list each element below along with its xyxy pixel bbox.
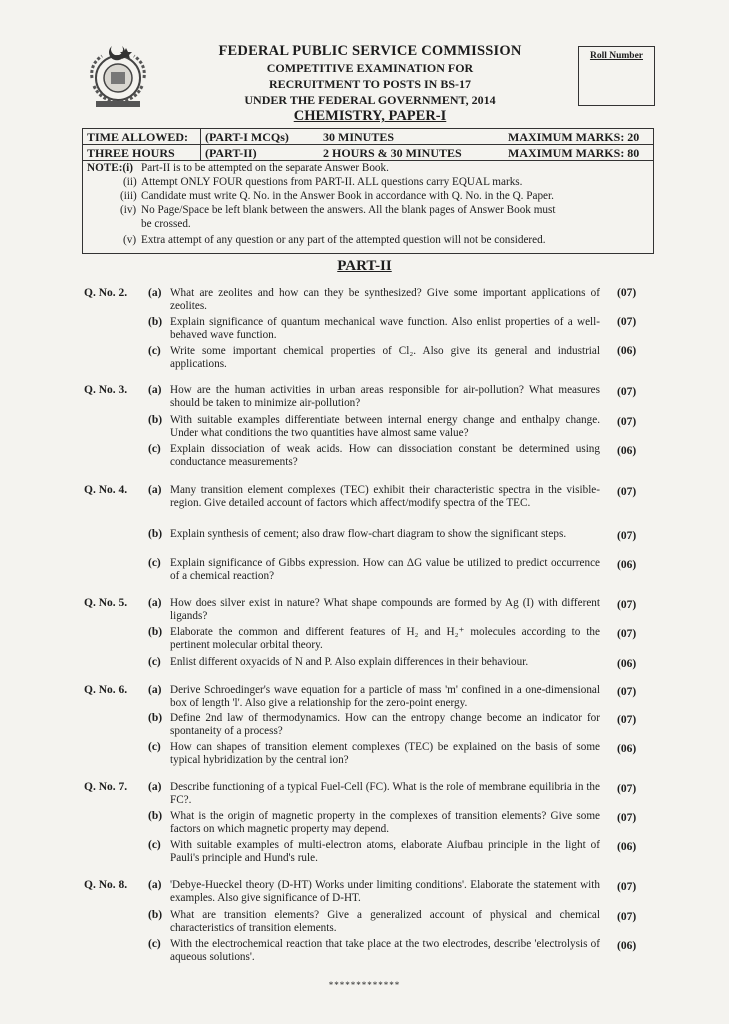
part-title: PART-II [337, 258, 392, 274]
sub-question-label: (a) [148, 879, 162, 891]
sub-question-label: (c) [148, 938, 161, 950]
question-text: With suitable examples of multi-electron atoms, elaborate Aiufbau principle in the light of Pauli's principle and Hund's rule. [170, 839, 600, 864]
question-text: Explain significance of quantum mechanical wave function. Also enlist properties of a well-behaved wave function. [170, 316, 600, 341]
question-text: Elaborate the common and different features of H₂ and H₂⁺ molecules according to the pertinent molecular orbital theory. [170, 626, 600, 651]
marks: (07) [617, 530, 637, 542]
question-text: 'Debye-Hueckel theory (D-HT) Works under limiting conditions'. Elaborate the statement with examples. Also give significance of D-HT. [170, 879, 600, 904]
marks: (06) [617, 743, 637, 755]
question-number: Q. No. 8. [84, 879, 128, 891]
question-text: What are zeolites and how can they be synthesized? Give some important applications of zeolites. [170, 287, 600, 312]
sub-question-label: (b) [148, 909, 163, 921]
sub-question-label: (b) [148, 626, 163, 638]
marks: (06) [617, 559, 637, 571]
marks: (07) [617, 686, 637, 698]
sub-question-label: (a) [148, 384, 162, 396]
question-text: How are the human activities in urban areas responsible for air-pollution? What measures should be taken to minimize air-pollution? [170, 384, 600, 409]
note-label: NOTE:(i) [87, 162, 133, 174]
question-text: Enlist different oxyacids of N and P. Also explain differences in their behaviour. [170, 656, 529, 668]
time-allowed-label: TIME ALLOWED: [87, 130, 189, 144]
note-text: No Page/Space be left blank between the answers. All the blank pages of Answer Book must [141, 204, 556, 216]
sub-question-label: (c) [148, 443, 161, 455]
roll-number-label: Roll Number [589, 51, 644, 61]
sub-question-label: (a) [148, 781, 162, 793]
marks: (07) [617, 911, 637, 923]
marks: (07) [617, 599, 637, 611]
subtitle-line-3: RECRUITMENT TO POSTS IN BS-17 [268, 77, 472, 92]
part-label: (PART-II) [205, 146, 257, 160]
note-text: Attempt ONLY FOUR questions from PART-II. ALL questions carry EQUAL marks. [141, 176, 523, 188]
marks: (07) [617, 628, 637, 640]
note-text: Part-II is to be attempted on the separate Answer Book. [141, 162, 389, 174]
sub-question-label: (c) [148, 345, 161, 357]
marks: (07) [617, 287, 637, 299]
sub-question-label: (b) [148, 414, 163, 426]
question-text: Describe functioning of a typical Fuel-Cell (FC). What is the role of membrane equilibria in the FC?. [170, 781, 600, 806]
note-number: (iii) [120, 190, 137, 202]
question-text: Write some important chemical properties of Cl₂. Also give its general and industrial applications. [170, 345, 600, 370]
question-number: Q. No. 5. [84, 597, 128, 609]
max-marks: MAXIMUM MARKS: 20 [508, 130, 640, 144]
sub-question-label: (c) [148, 557, 161, 569]
question-text: Many transition element complexes (TEC) exhibit their characteristic spectra in the visible-region. Give detailed account of factors which affect/modify spectra of the TEC. [170, 484, 600, 509]
sub-question-label: (c) [148, 839, 161, 851]
marks: (06) [617, 841, 637, 853]
subtitle-line-2: COMPETITIVE EXAMINATION FOR [266, 61, 474, 75]
question-text: How can shapes of transition element complexes (TEC) be explained on the basis of some typical hybridization by the central ion? [170, 741, 600, 766]
marks: (06) [617, 445, 637, 457]
duration: 30 MINUTES [323, 130, 395, 144]
sub-question-label: (b) [148, 528, 163, 540]
sub-question-label: (b) [148, 810, 163, 822]
end-of-paper-marker: ************* [328, 980, 401, 990]
sub-question-label: (b) [148, 712, 163, 724]
roll-number-box [578, 46, 655, 106]
question-text: Explain significance of Gibbs expression. How can ΔG value be utilized to predict occurrence of a chemical reaction? [170, 557, 600, 582]
max-marks: MAXIMUM MARKS: 80 [508, 146, 640, 160]
sub-question-label: (b) [148, 316, 163, 328]
marks: (07) [617, 812, 637, 824]
question-number: Q. No. 6. [84, 684, 128, 696]
question-number: Q. No. 4. [84, 484, 128, 496]
question-text: Derive Schroedinger's wave equation for a particle of mass 'm' confined in a one-dimensional box of length 'l'. Also give a relationship for the zero-point energy. [170, 684, 600, 709]
question-text: Explain dissociation of weak acids. How can dissociation constant be determined using conductance measurements? [170, 443, 600, 468]
exam-subtitle [170, 60, 570, 109]
subtitle-line-4: UNDER THE FEDERAL GOVERNMENT, 2014 [244, 93, 496, 108]
sub-question-label: (a) [148, 597, 162, 609]
question-text: Explain synthesis of cement; also draw flow-chart diagram to show the significant steps. [170, 528, 567, 540]
question-number: Q. No. 7. [84, 781, 128, 793]
marks: (07) [617, 386, 637, 398]
sub-question-label: (a) [148, 484, 162, 496]
sub-question-label: (c) [148, 741, 161, 753]
marks: (06) [617, 658, 637, 670]
note-number: (ii) [123, 176, 137, 188]
note-text: Candidate must write Q. No. in the Answer Book in accordance with Q. No. in the Q. Paper. [141, 190, 554, 202]
marks: (07) [617, 486, 637, 498]
marks: (07) [617, 714, 637, 726]
paper-title: CHEMISTRY, PAPER-I [293, 108, 447, 124]
org-title: FEDERAL PUBLIC SERVICE COMMISSION [218, 43, 522, 59]
total-time-label: THREE HOURS [87, 146, 175, 160]
marks: (07) [617, 416, 637, 428]
marks: (07) [617, 316, 637, 328]
marks: (07) [617, 783, 637, 795]
sub-question-label: (c) [148, 656, 161, 668]
duration: 2 HOURS & 30 MINUTES [323, 146, 462, 160]
marks: (06) [617, 345, 637, 357]
fpsc-seal-logo [82, 38, 154, 110]
part-label: (PART-I MCQs) [205, 130, 289, 144]
question-number: Q. No. 3. [84, 384, 128, 396]
note-number: (v) [123, 234, 137, 246]
question-text: What is the origin of magnetic property in the complexes of transition elements? Give some factors on which magnetic property may depend. [170, 810, 600, 835]
marks: (06) [617, 940, 637, 952]
sub-question-label: (a) [148, 287, 162, 299]
note-number: (iv) [120, 204, 137, 216]
sub-question-label: (a) [148, 684, 162, 696]
table-divider [200, 129, 201, 160]
question-text: With suitable examples differentiate between internal energy change and enthalpy change. Under what conditions the two quantities have almost same value? [170, 414, 600, 439]
question-text: How does silver exist in nature? What shape compounds are formed by Ag (I) with different ligands? [170, 597, 600, 622]
instructions-box [82, 128, 654, 254]
question-text: Define 2nd law of thermodynamics. How can the entropy change become an indicator for spontaneity of a process? [170, 712, 600, 737]
note-text: Extra attempt of any question or any part of the attempted question will not be considered. [141, 234, 546, 246]
question-number: Q. No. 2. [84, 287, 128, 299]
question-text: With the electrochemical reaction that take place at the two electrodes, describe 'electrolysis of aqueous solutions'. [170, 938, 600, 963]
marks: (07) [617, 881, 637, 893]
question-text: What are transition elements? Give a generalized account of physical and chemical characteristics of transition elements. [170, 909, 600, 934]
note-text: be crossed. [141, 218, 191, 230]
